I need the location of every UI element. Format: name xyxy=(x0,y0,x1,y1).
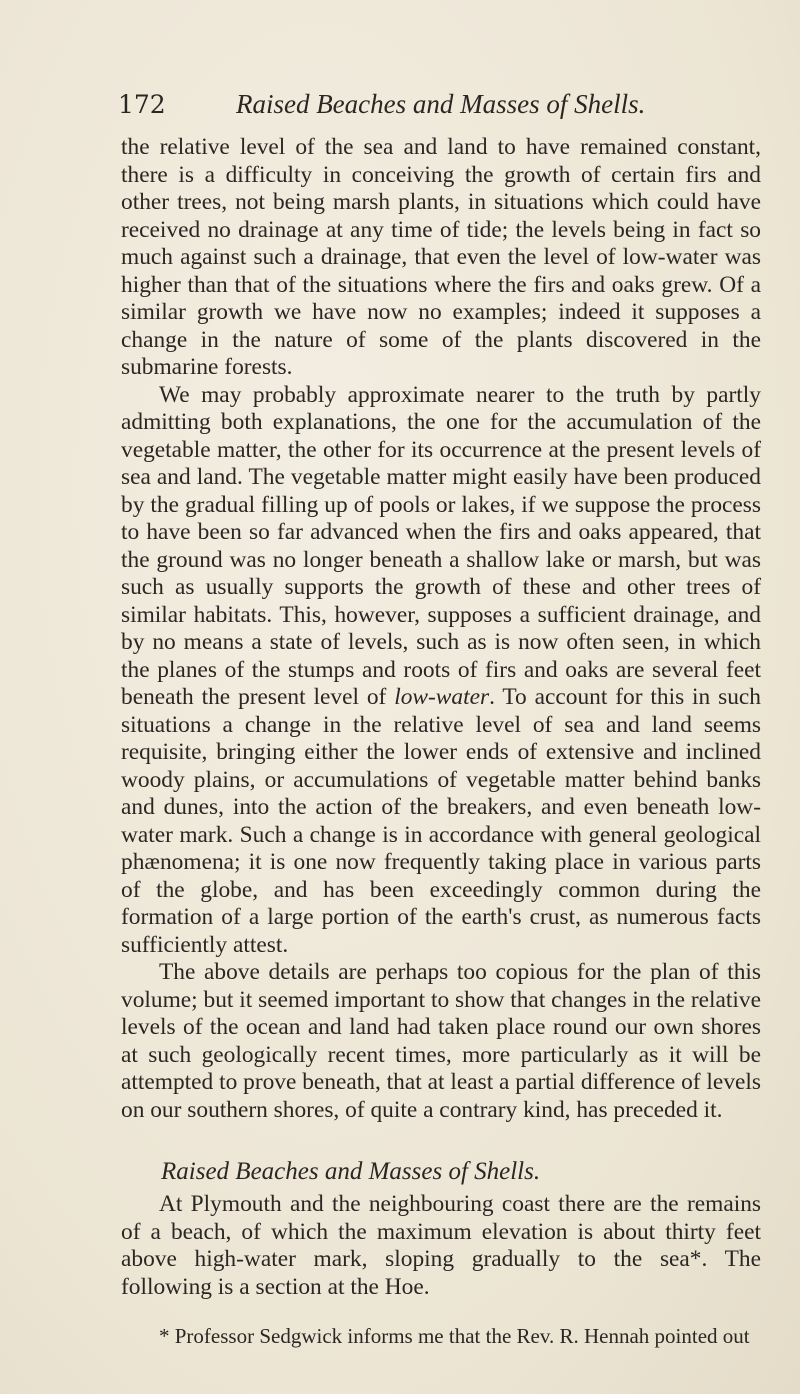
footnote: * Professor Sedgwick informs me that the Rev. R. Hennah pointed out xyxy=(159,1324,750,1348)
page-number: 172 xyxy=(118,90,166,119)
emphasis-low-water: low-water xyxy=(394,684,490,710)
paragraph-text-start: We may probably approximate nearer to the truth by partly admitting both explanations, the one for the accumulation of the vegetable matter, the other for its occurrence at the present levels of sea and land. The vegetable matter might easily have been produced by the gradual filling up of pools or lakes, if we suppose the process to have been so far advanced when the firs and oaks appeared, that the ground was no longer beneath a shallow lake or marsh, but was such as usually supports the growth of these and other trees of similar habitats. This, however, supposes a sufficient drainage, and by no means a state of levels, such as is now often seen, in which the planes of the stumps and roots of firs and oaks are several feet beneath the present level of xyxy=(121,381,761,710)
section-heading: Raised Beaches and Masses of Shells. xyxy=(161,1158,541,1185)
body-text xyxy=(121,134,761,1349)
paragraph-text-end: . To account for this in such situations a change in the relative level of sea and land seems requisite, bringing either the lower ends of extensive and inclined woody plains, or accumulations of vegetable matter behind banks and dunes, into the action of the breakers, and even beneath low-water mark. Such a change is in accordance with general geological phænomena; it is one now frequently taking place in various parts of the globe, and has been exceedingly common during the formation of a large portion of the earth's crust, as numerous facts sufficiently attest. xyxy=(121,684,762,958)
running-title: Raised Beaches and Masses of Shells. xyxy=(235,89,646,119)
paragraph-details: The above details are perhaps too copious for the plan of this volume; but it seemed important to show that changes in the relative levels of the ocean and land had taken place round our own shores at such geologically recent times, more particularly as it will be attempted to prove beneath, that at least a partial difference of levels on our southern shores, of quite a contrary kind, has preceded it. xyxy=(121,959,761,1123)
running-head xyxy=(118,84,758,124)
paragraph-plymouth: At Plymouth and the neighbouring coast there are the remains of a beach, of which the maximum elevation is about thirty feet above high-water mark, sloping gradually to the sea*. The following is a section at the Hoe. xyxy=(121,1191,761,1300)
paragraph-explanations xyxy=(121,382,761,960)
paragraph-continuation: the relative level of the sea and land to have remained constant, there is a difficulty in conceiving the growth of certain firs and other trees, not being marsh plants, in situations which could have received no drainage at any time of tide; the levels being in fact so much against such a drainage, that even the level of low-water was higher than that of the situations where the firs and oaks grew. Of a similar growth we have now no examples; indeed it supposes a change in the nature of some of the plants discovered in the submarine forests. xyxy=(121,134,761,380)
